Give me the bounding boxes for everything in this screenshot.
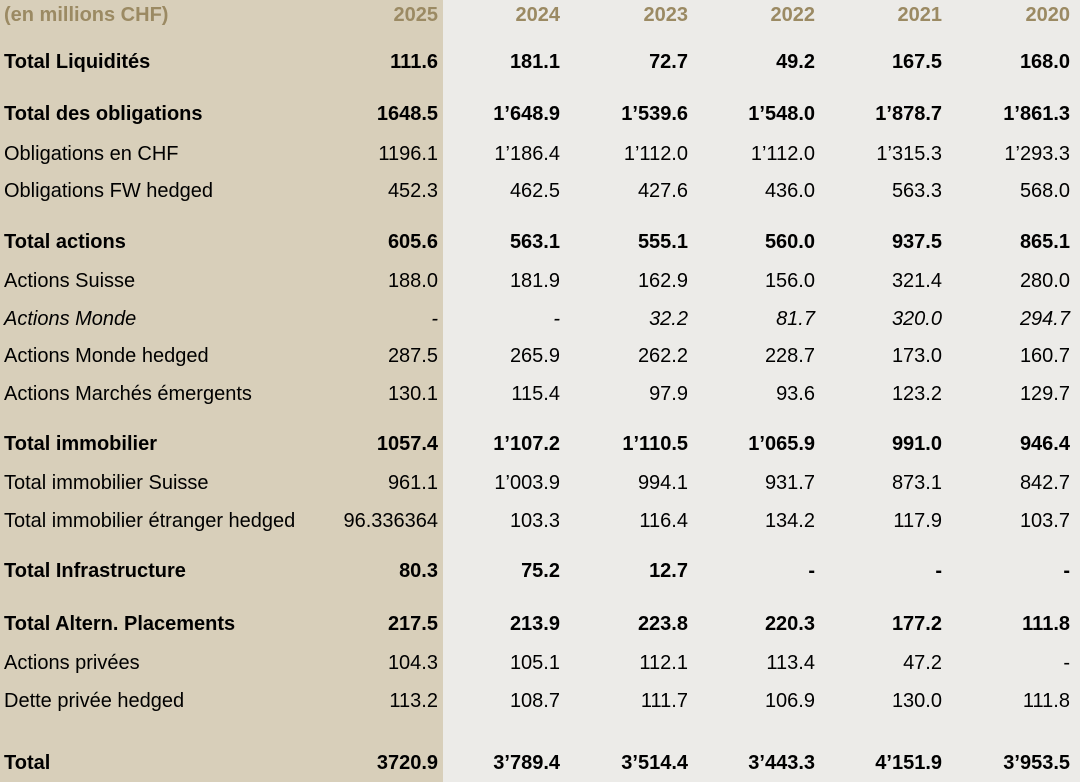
value-cell-2023: 994.1 [637,472,688,494]
value-cell-2021: 4’151.9 [875,752,942,774]
row-label: Actions Monde [4,308,137,330]
row-label: Actions Suisse [4,270,136,292]
value-cell-2025: 130.1 [387,383,438,405]
value-cell-2022: 560.0 [764,231,815,253]
value-cell-2022: 3’443.3 [748,752,815,774]
table-row [0,304,1080,334]
value-cell-2020: 294.7 [1019,308,1070,330]
row-label: Actions Monde hedged [4,345,209,367]
value-cell-2020: 946.4 [1019,433,1070,455]
value-cell-2022: 156.0 [764,270,815,292]
value-cell-2021: 563.3 [891,180,942,202]
value-cell-2021: 173.0 [891,345,942,367]
value-cell-2024: 115.4 [511,383,560,405]
value-cell-2023: 427.6 [637,180,688,202]
table-row [0,176,1080,206]
value-cell-2024: 3’789.4 [493,752,560,774]
value-cell-2024: 181.9 [509,270,560,292]
year-header-2021: 2021 [897,4,942,26]
value-cell-2021: 321.4 [891,270,942,292]
value-cell-2025: - [431,308,438,330]
value-cell-2025: 96.336364 [343,510,438,532]
row-label: Total des obligations [4,103,203,125]
value-cell-2021: 177.2 [891,613,942,635]
row-label: Total immobilier [4,433,157,455]
value-cell-2025: 1057.4 [376,433,438,455]
value-cell-2025: 3720.9 [376,752,438,774]
value-cell-2020: 111.8 [1022,613,1070,635]
value-cell-2022: 931.7 [764,472,815,494]
value-cell-2020: 103.7 [1019,510,1070,532]
value-cell-2020: 865.1 [1019,231,1070,253]
value-cell-2024: 1’186.4 [494,143,560,165]
value-cell-2021: - [935,560,942,582]
value-cell-2022: - [808,560,815,582]
value-cell-2020: 1’293.3 [1004,143,1070,165]
row-label: Actions Marchés émergents [4,383,252,405]
value-cell-2022: 1’548.0 [748,103,815,125]
table-row [0,609,1080,639]
value-cell-2020: - [1063,652,1070,674]
row-label: Total immobilier Suisse [4,472,209,494]
value-cell-2020: 129.7 [1019,383,1070,405]
value-cell-2020: 160.7 [1019,345,1070,367]
value-cell-2024: 103.3 [509,510,560,532]
table-row [0,227,1080,257]
value-cell-2023: 262.2 [637,345,688,367]
table-header-row [0,0,1080,30]
row-label: Dette privée hedged [4,690,185,712]
row-label: Total actions [4,231,126,253]
value-cell-2024: 265.9 [509,345,560,367]
row-label: Total Infrastructure [4,560,186,582]
year-header-2025: 2025 [393,4,438,26]
value-cell-2024: 105.1 [509,652,560,674]
value-cell-2021: 1’878.7 [875,103,942,125]
value-cell-2023: 112.1 [639,652,688,674]
row-label: Total Altern. Placements [4,613,236,635]
table-row [0,379,1080,409]
value-cell-2023: 32.2 [649,308,688,330]
value-cell-2023: 3’514.4 [621,752,688,774]
value-cell-2021: 47.2 [903,652,942,674]
value-cell-2023: 1’110.5 [622,433,688,455]
table-row [0,139,1080,169]
row-label: Obligations en CHF [4,143,179,165]
year-header-2020: 2020 [1025,4,1070,26]
value-cell-2022: 220.3 [764,613,815,635]
value-cell-2024: 75.2 [521,560,560,582]
value-cell-2023: 97.9 [649,383,688,405]
value-cell-2025: 217.5 [387,613,438,635]
value-cell-2025: 1648.5 [376,103,438,125]
table-row [0,686,1080,716]
value-cell-2025: 188.0 [387,270,438,292]
year-header-2022: 2022 [770,4,815,26]
value-cell-2020: 1’861.3 [1003,103,1070,125]
value-cell-2022: 228.7 [764,345,815,367]
value-cell-2020: 168.0 [1019,51,1070,73]
value-cell-2021: 117.9 [893,510,942,532]
table-row [0,341,1080,371]
value-cell-2022: 81.7 [776,308,815,330]
value-cell-2023: 1’539.6 [621,103,688,125]
value-cell-2020: 842.7 [1019,472,1070,494]
value-cell-2025: 287.5 [387,345,438,367]
row-label: Total Liquidités [4,51,151,73]
value-cell-2024: - [553,308,560,330]
value-cell-2021: 320.0 [891,308,942,330]
table-row [0,47,1080,77]
value-cell-2020: 111.8 [1022,690,1070,712]
value-cell-2022: 1’112.0 [750,143,815,165]
table-row [0,468,1080,498]
value-cell-2025: 605.6 [387,231,438,253]
table-row [0,266,1080,296]
value-cell-2022: 134.2 [764,510,815,532]
value-cell-2024: 213.9 [509,613,560,635]
value-cell-2022: 49.2 [776,51,815,73]
value-cell-2021: 991.0 [891,433,942,455]
value-cell-2023: 12.7 [649,560,688,582]
unit-label: (en millions CHF) [4,4,169,26]
value-cell-2022: 106.9 [764,690,815,712]
value-cell-2025: 452.3 [387,180,438,202]
value-cell-2024: 181.1 [509,51,560,73]
value-cell-2021: 130.0 [891,690,942,712]
value-cell-2022: 113.4 [766,652,815,674]
table-row [0,648,1080,678]
value-cell-2023: 555.1 [637,231,688,253]
value-cell-2021: 937.5 [891,231,942,253]
year-header-2023: 2023 [643,4,688,26]
value-cell-2023: 223.8 [637,613,688,635]
value-cell-2020: 280.0 [1019,270,1070,292]
year-header-2024: 2024 [515,4,560,26]
row-label: Total [4,752,51,774]
table-row [0,99,1080,129]
value-cell-2020: - [1063,560,1070,582]
value-cell-2023: 1’112.0 [623,143,688,165]
row-label: Actions privées [4,652,140,674]
value-cell-2024: 1’648.9 [493,103,560,125]
value-cell-2024: 1’003.9 [494,472,560,494]
value-cell-2022: 93.6 [776,383,815,405]
value-cell-2025: 1196.1 [378,143,438,165]
value-cell-2020: 568.0 [1019,180,1070,202]
value-cell-2023: 111.7 [640,690,688,712]
value-cell-2025: 111.6 [390,51,438,73]
value-cell-2023: 162.9 [637,270,688,292]
value-cell-2021: 123.2 [891,383,942,405]
value-cell-2021: 1’315.3 [876,143,942,165]
value-cell-2024: 1’107.2 [493,433,560,455]
value-cell-2025: 104.3 [387,652,438,674]
table-row [0,506,1080,536]
value-cell-2021: 167.5 [891,51,942,73]
value-cell-2025: 80.3 [399,560,438,582]
value-cell-2022: 436.0 [764,180,815,202]
value-cell-2023: 116.4 [639,510,688,532]
table-row [0,429,1080,459]
value-cell-2020: 3’953.5 [1003,752,1070,774]
table-row [0,748,1080,778]
value-cell-2024: 108.7 [509,690,560,712]
table-row [0,556,1080,586]
row-label: Obligations FW hedged [4,180,214,202]
value-cell-2021: 873.1 [891,472,942,494]
row-label: Total immobilier étranger hedged [4,510,296,532]
value-cell-2024: 462.5 [509,180,560,202]
value-cell-2025: 113.2 [389,690,438,712]
value-cell-2023: 72.7 [649,51,688,73]
value-cell-2025: 961.1 [387,472,438,494]
value-cell-2024: 563.1 [509,231,560,253]
value-cell-2022: 1’065.9 [748,433,815,455]
